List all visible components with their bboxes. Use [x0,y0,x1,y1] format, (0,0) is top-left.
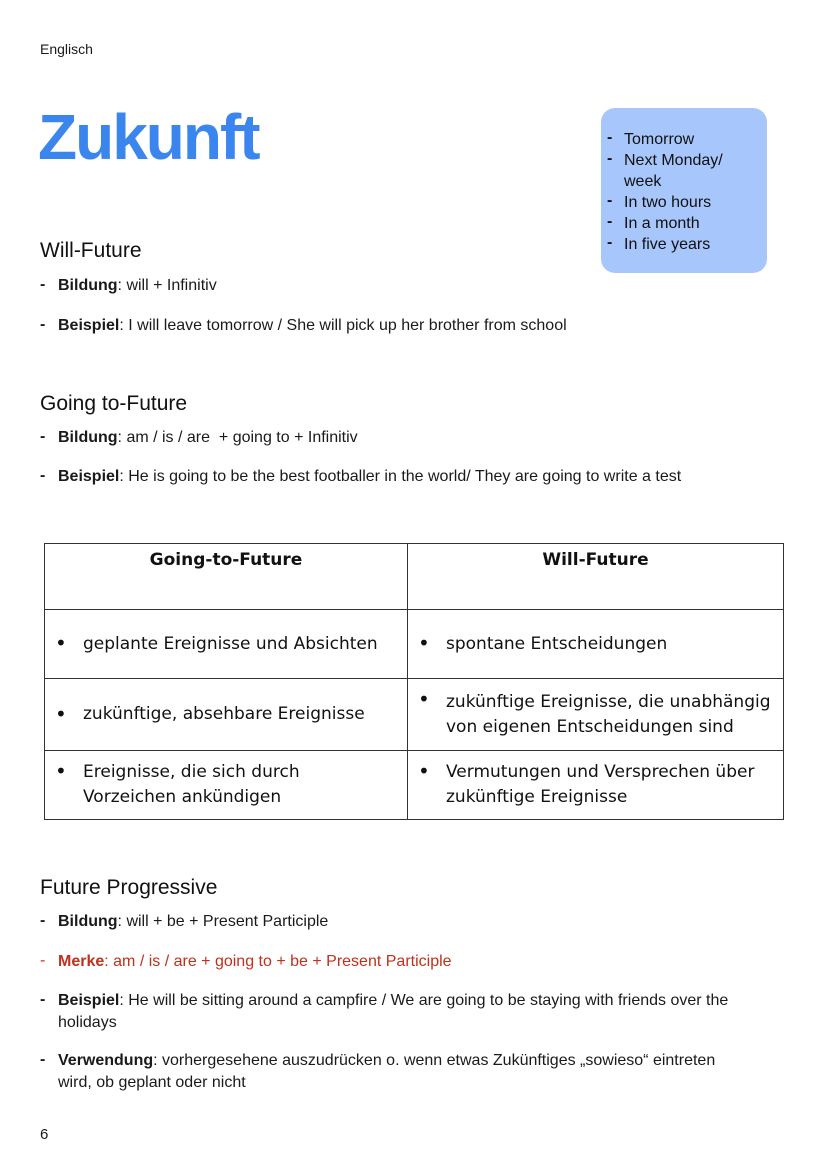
beispiel-text: : He is going to be the best footballer in the world/ They are going to write a test [119,468,682,485]
comparison-table [44,543,784,820]
going-to-future-bildung: - Bildung: am / is / are + going to + Infinitiv [40,428,358,446]
table-cell: • zukünftige, absehbare Ereignisse [45,679,408,751]
future-progressive-verwendung: - Verwendung: vorhergesehene auszudrücken o. wenn etwas Zukünftiges „sowieso“ eintreten wird, ob geplant oder nicht [40,1051,716,1091]
table-header-row [45,544,784,610]
bildung-label: Bildung [58,429,118,446]
beispiel-text: : I will leave tomorrow / She will pick up her brother from school [119,317,567,334]
table-header-going-to: Going-to-Future [45,544,408,610]
verwendung-text: : vorhergesehene auszudrücken o. wenn etwas Zukünftiges „sowieso“ eintreten wird, ob geplant oder nicht [58,1052,716,1091]
table-row [45,679,784,751]
table-header-will: Will-Future [408,544,784,610]
time-expression-item: - In five years [607,234,767,255]
bildung-label: Bildung [58,913,118,930]
table-row [45,751,784,820]
time-expression-item: - Tomorrow [607,129,767,150]
beispiel-label: Beispiel [58,992,120,1009]
bildung-text: : will + be + Present Participle [117,913,329,930]
table-cell: • Vermutungen und Versprechen über zukünftige Ereignisse [408,751,784,820]
bildung-label: Bildung [58,277,118,294]
future-progressive-bildung: - Bildung: will + be + Present Participle [40,912,329,930]
verwendung-label: Verwendung [58,1052,154,1069]
table-cell: • zukünftige Ereignisse, die unabhängig von eigenen Entscheidungen sind [408,679,784,751]
future-progressive-heading: Future Progressive [40,876,218,899]
will-future-heading: Will-Future [40,239,142,262]
future-progressive-merke: - Merke: am / is / are + going to + be + Present Participle [40,952,452,970]
time-expression-item: - In two hours [607,192,767,213]
time-expression-item: - Next Monday/ week [607,150,744,192]
page-title: Zukunft [38,101,259,173]
page-number: 6 [40,1126,49,1143]
will-future-beispiel: - Beispiel: I will leave tomorrow / She will pick up her brother from school [40,316,567,334]
going-to-future-heading: Going to-Future [40,392,188,415]
beispiel-text: : He will be sitting around a campfire / We are going to be staying with friends over the holidays [58,992,729,1031]
will-future-bildung: - Bildung: will + Infinitiv [40,276,217,294]
going-to-future-beispiel: - Beispiel: He is going to be the best footballer in the world/ They are going to write a test [40,467,682,485]
beispiel-label: Beispiel [58,317,120,334]
table-cell: • spontane Entscheidungen [408,610,784,679]
future-progressive-beispiel: - Beispiel: He will be sitting around a campfire / We are going to be staying with friends over the holidays [40,991,729,1031]
table-row [45,610,784,679]
subject-label: Englisch [40,41,93,57]
time-expressions-list [607,129,767,255]
beispiel-label: Beispiel [58,468,120,485]
merke-label: Merke [58,953,105,970]
table-cell: • Ereignisse, die sich durch Vorzeichen ankündigen [45,751,408,820]
time-expressions-box [601,108,767,273]
time-expression-item: - In a month [607,213,767,234]
bildung-text: : will + Infinitiv [117,277,217,294]
bildung-text: : am / is / are + going to + Infinitiv [117,429,358,446]
merke-text: : am / is / are + going to + be + Present Participle [104,953,452,970]
table-cell: • geplante Ereignisse und Absichten [45,610,408,679]
